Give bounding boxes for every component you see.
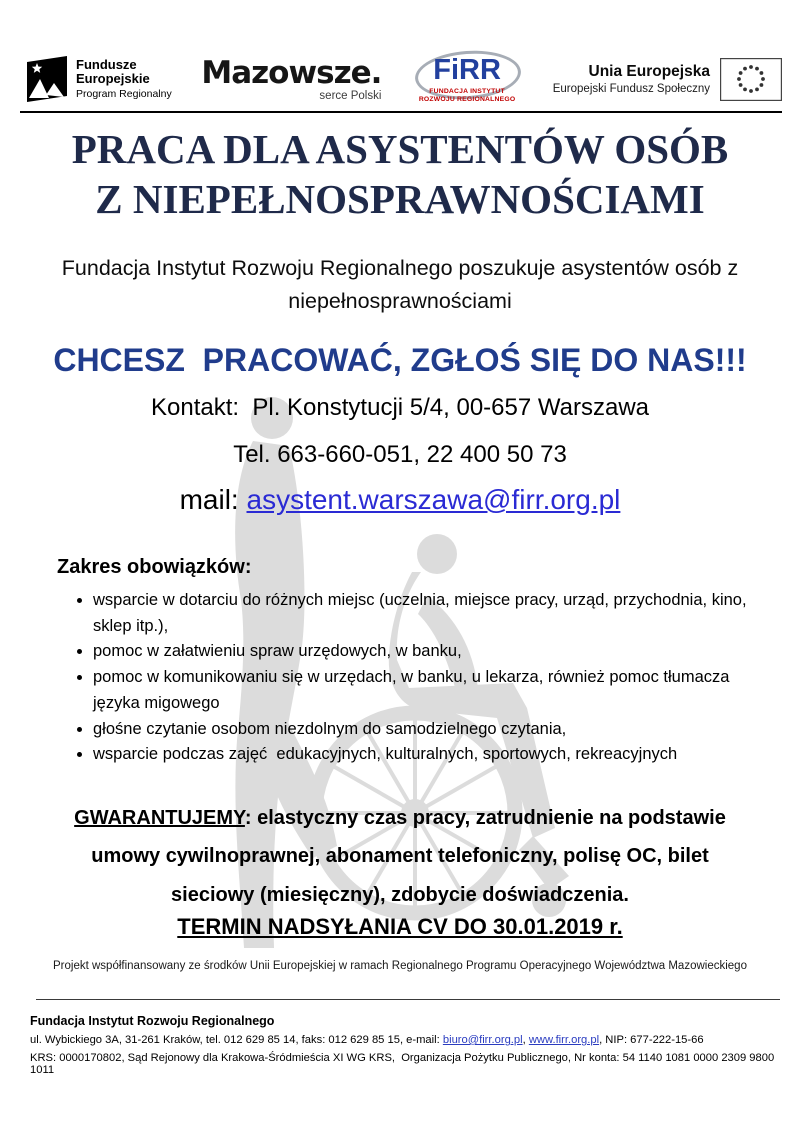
contact-mail-line	[0, 484, 800, 516]
logo-strip	[22, 48, 782, 110]
page-title-line2: Z NIEPEŁNOSPRAWNOŚCIAMI	[95, 176, 705, 223]
duties-section	[57, 556, 775, 768]
firr-logo	[411, 50, 523, 108]
list-item: • wsparcie w dotarciu do różnych miejsc (uczelnia, miejsce pracy, urząd, przychodnia, kino, sklep itp.),	[93, 588, 775, 639]
fundusze-europejskie-logo	[22, 56, 172, 102]
firr-caption: FUNDACJA INSTYTUT ROZWOJU REGIONALNEGO	[418, 88, 516, 104]
footer-address-pre: ul. Wybickiego 3A, 31-261 Kraków, tel. 012 629 85 14, faks: 012 629 85 15, e-mail:	[30, 1034, 443, 1046]
cofinance-note: Projekt współfinansowany ze środków Unii Europejskiej w ramach Regionalnego Programu Operacyjnego Województwa Mazowieckiego	[53, 960, 747, 972]
fundusze-europejskie-flag-icon	[22, 56, 68, 102]
duties-heading: Zakres obowiązków:	[57, 556, 252, 578]
footer-krs-line: KRS: 0000170802, Sąd Rejonowy dla Krakowa-Śródmieścia XI WG KRS, Organizacja Pożytku Publicznego, Nr konta: 54 1140 1081 0000 2309 9800 1011	[30, 1052, 778, 1076]
guarantee-label: GWARANTUJEMY	[74, 807, 245, 829]
page-title	[0, 124, 800, 224]
footer-email-link[interactable]: biuro@firr.org.pl	[442, 1034, 523, 1046]
page-title-line1: PRACA DLA ASYSTENTÓW OSÓB	[71, 126, 729, 172]
unia-europejska-logo	[553, 58, 782, 101]
firr-wordmark: FiRR	[433, 54, 501, 86]
list-item: • pomoc w załatwieniu spraw urzędowych, w banku,	[93, 639, 775, 665]
unia-europejska-label: Unia Europejska Europejski Fundusz Społeczny	[552, 63, 710, 95]
footer-www-link[interactable]: www.firr.org.pl	[528, 1034, 600, 1046]
list-item: • wsparcie podczas zajęć edukacyjnych, kulturalnych, sportowych, rekreacyjnych	[93, 742, 775, 768]
footer-address-line	[30, 1034, 775, 1046]
guarantee-text	[50, 799, 750, 914]
mail-label: mail:	[179, 484, 247, 515]
call-to-action-text: CHCESZ PRACOWAĆ, ZGŁOŚ SIĘ DO NAS!!!	[53, 342, 747, 378]
footer-org-name: Fundacja Instytut Rozwoju Regionalnego	[30, 1014, 275, 1028]
footer-address-sep: ,	[522, 1034, 529, 1046]
footer-address-post: , NIP: 677-222-15-66	[599, 1034, 704, 1046]
fundusze-europejskie-label: Fundusze Europejskie Program Regionalny	[76, 56, 172, 100]
contact-phone: Tel. 663-660-051, 22 400 50 73	[233, 441, 567, 468]
list-item: • pomoc w komunikowaniu się w urzędach, w banku, u lekarza, również pomoc tłumacza języka migowego	[93, 665, 775, 716]
intro-text: Fundacja Instytut Rozwoju Regionalnego poszukuje asystentów osób z niepełnosprawnościami	[61, 256, 739, 314]
contact-address: Kontakt: Pl. Konstytucji 5/4, 00-657 Warszawa	[150, 394, 649, 421]
mazowsze-logo	[201, 55, 382, 102]
eu-flag-icon	[720, 58, 782, 101]
mazowsze-tagline: serce Polski	[319, 90, 382, 102]
list-item: • głośne czytanie osobom niezdolnym do samodzielnego czytania,	[93, 717, 775, 743]
cv-deadline-text: TERMIN NADSYŁANIA CV DO 30.01.2019 r.	[177, 914, 623, 939]
mail-link[interactable]: asystent.warszawa@firr.org.pl	[246, 484, 621, 515]
guarantee-body: : elastyczny czas pracy, zatrudnienie na podstawie umowy cywilnoprawnej, abonament telefoniczny, polisę OC, bilet sieciowy (miesięczny), zdobycie doświadczenia.	[91, 807, 726, 906]
mazowsze-wordmark: Mazowsze.	[201, 55, 382, 91]
footer-divider	[36, 999, 780, 1000]
footer	[30, 1014, 778, 1076]
header-divider	[20, 111, 782, 113]
duties-list	[57, 588, 775, 768]
